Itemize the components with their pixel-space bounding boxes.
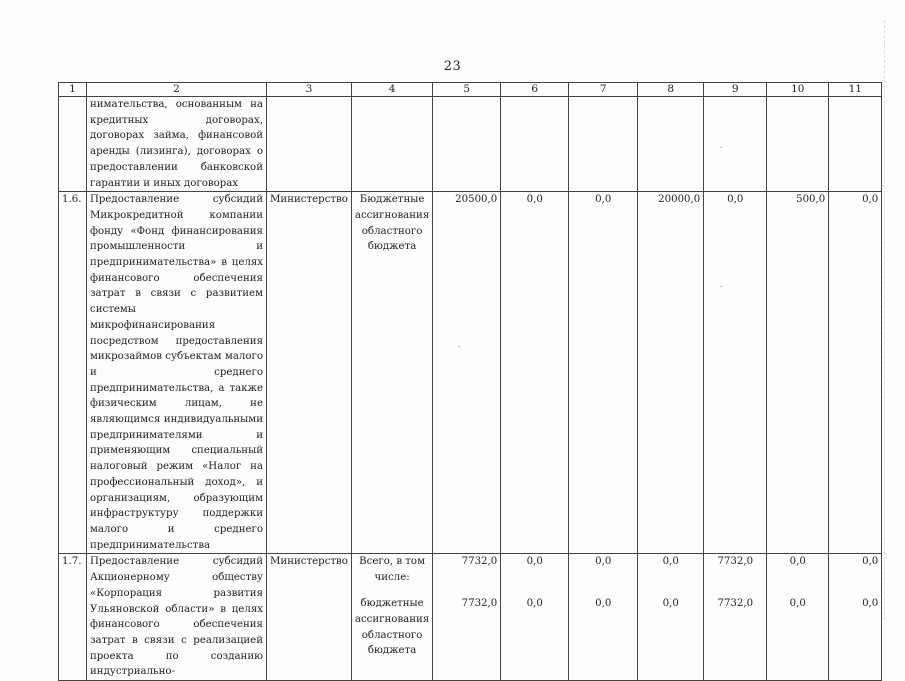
row-executor: Министерство	[267, 192, 352, 554]
cell-value	[829, 97, 882, 192]
cell-value: 7732,0	[433, 596, 501, 680]
cell-value: 20500,0	[433, 192, 501, 554]
cell-value	[433, 97, 501, 192]
row-description: Предоставление субсидий Микрокредитной компании фонду «Фонд финансирования промышленности и предпринимательства» в целях финансового обеспечения затрат в связи с развитием системы микрофинансирования посредством предоставления микрозаймов субъектам малого и среднего предпринимательства, а также физическим лицам, не являющимся индивидуальными предпринимателями и применяющим специальный налоговый режим «Налог на профессиональный доход», и организациям, образующим инфраструктуру поддержки малого и среднего предпринимательства	[87, 192, 267, 554]
cell-value: 0,0	[569, 192, 638, 554]
row-executor: Министерство	[267, 554, 352, 681]
row-source	[351, 97, 432, 192]
cell-value: 0,0	[704, 192, 767, 554]
table-header	[59, 83, 882, 97]
cell-value: 7732,0	[704, 554, 767, 596]
cell-value: 0,0	[569, 554, 638, 596]
cell-value: 0,0	[501, 192, 569, 554]
row-number	[59, 97, 87, 192]
cell-value: 0,0	[767, 554, 829, 596]
cell-value	[638, 97, 704, 192]
page-number: 23	[443, 59, 462, 74]
cell-value: 0,0	[501, 596, 569, 680]
cell-value: 0,0	[638, 554, 704, 596]
page-margin-line	[884, 20, 886, 620]
cell-value: 20000,0	[638, 192, 704, 554]
col-header: 2	[87, 83, 267, 97]
cell-value	[704, 97, 767, 192]
row-executor	[267, 97, 352, 192]
cell-value: 0,0	[767, 596, 829, 680]
table-row	[59, 97, 882, 192]
table-row	[59, 192, 882, 554]
col-header: 3	[267, 83, 352, 97]
cell-value	[569, 97, 638, 192]
cell-value: 500,0	[767, 192, 829, 554]
col-header: 10	[767, 83, 829, 97]
row-number: 1.6.	[59, 192, 87, 554]
col-header: 6	[501, 83, 569, 97]
cell-value: 0,0	[829, 554, 882, 596]
cell-value: 0,0	[501, 554, 569, 596]
col-header: 11	[829, 83, 882, 97]
row-number: 1.7.	[59, 554, 87, 681]
budget-table	[58, 82, 882, 681]
cell-value: 7732,0	[433, 554, 501, 596]
cell-value	[767, 97, 829, 192]
cell-value	[501, 97, 569, 192]
row-description: Предоставление субсидий Акционерному обществу «Корпорация развития Ульяновской области» в целях финансового обеспечения затрат в связи с реализацией проекта по созданию индустриально-	[87, 554, 267, 681]
cell-value: 0,0	[569, 596, 638, 680]
row-description: нимательства, основанным на кредитных договорах, договорах займа, финансовой аренды (лизинга), договорах о предоставлении банковской гарантии и иных договорах	[87, 97, 267, 192]
table-row	[59, 554, 882, 596]
col-header: 4	[351, 83, 432, 97]
row-source: Бюджетные ассигнования областного бюджета	[351, 192, 432, 554]
col-header: 5	[433, 83, 501, 97]
cell-value: 0,0	[829, 596, 882, 680]
col-header: 1	[59, 83, 87, 97]
cell-value: 0,0	[638, 596, 704, 680]
row-source-sub: бюджетные ассигнования областного бюджета	[351, 596, 432, 680]
col-header: 7	[569, 83, 638, 97]
col-header: 8	[638, 83, 704, 97]
cell-value: 7732,0	[704, 596, 767, 680]
col-header: 9	[704, 83, 767, 97]
cell-value: 0,0	[829, 192, 882, 554]
row-source-total: Всего, в том числе:	[351, 554, 432, 596]
